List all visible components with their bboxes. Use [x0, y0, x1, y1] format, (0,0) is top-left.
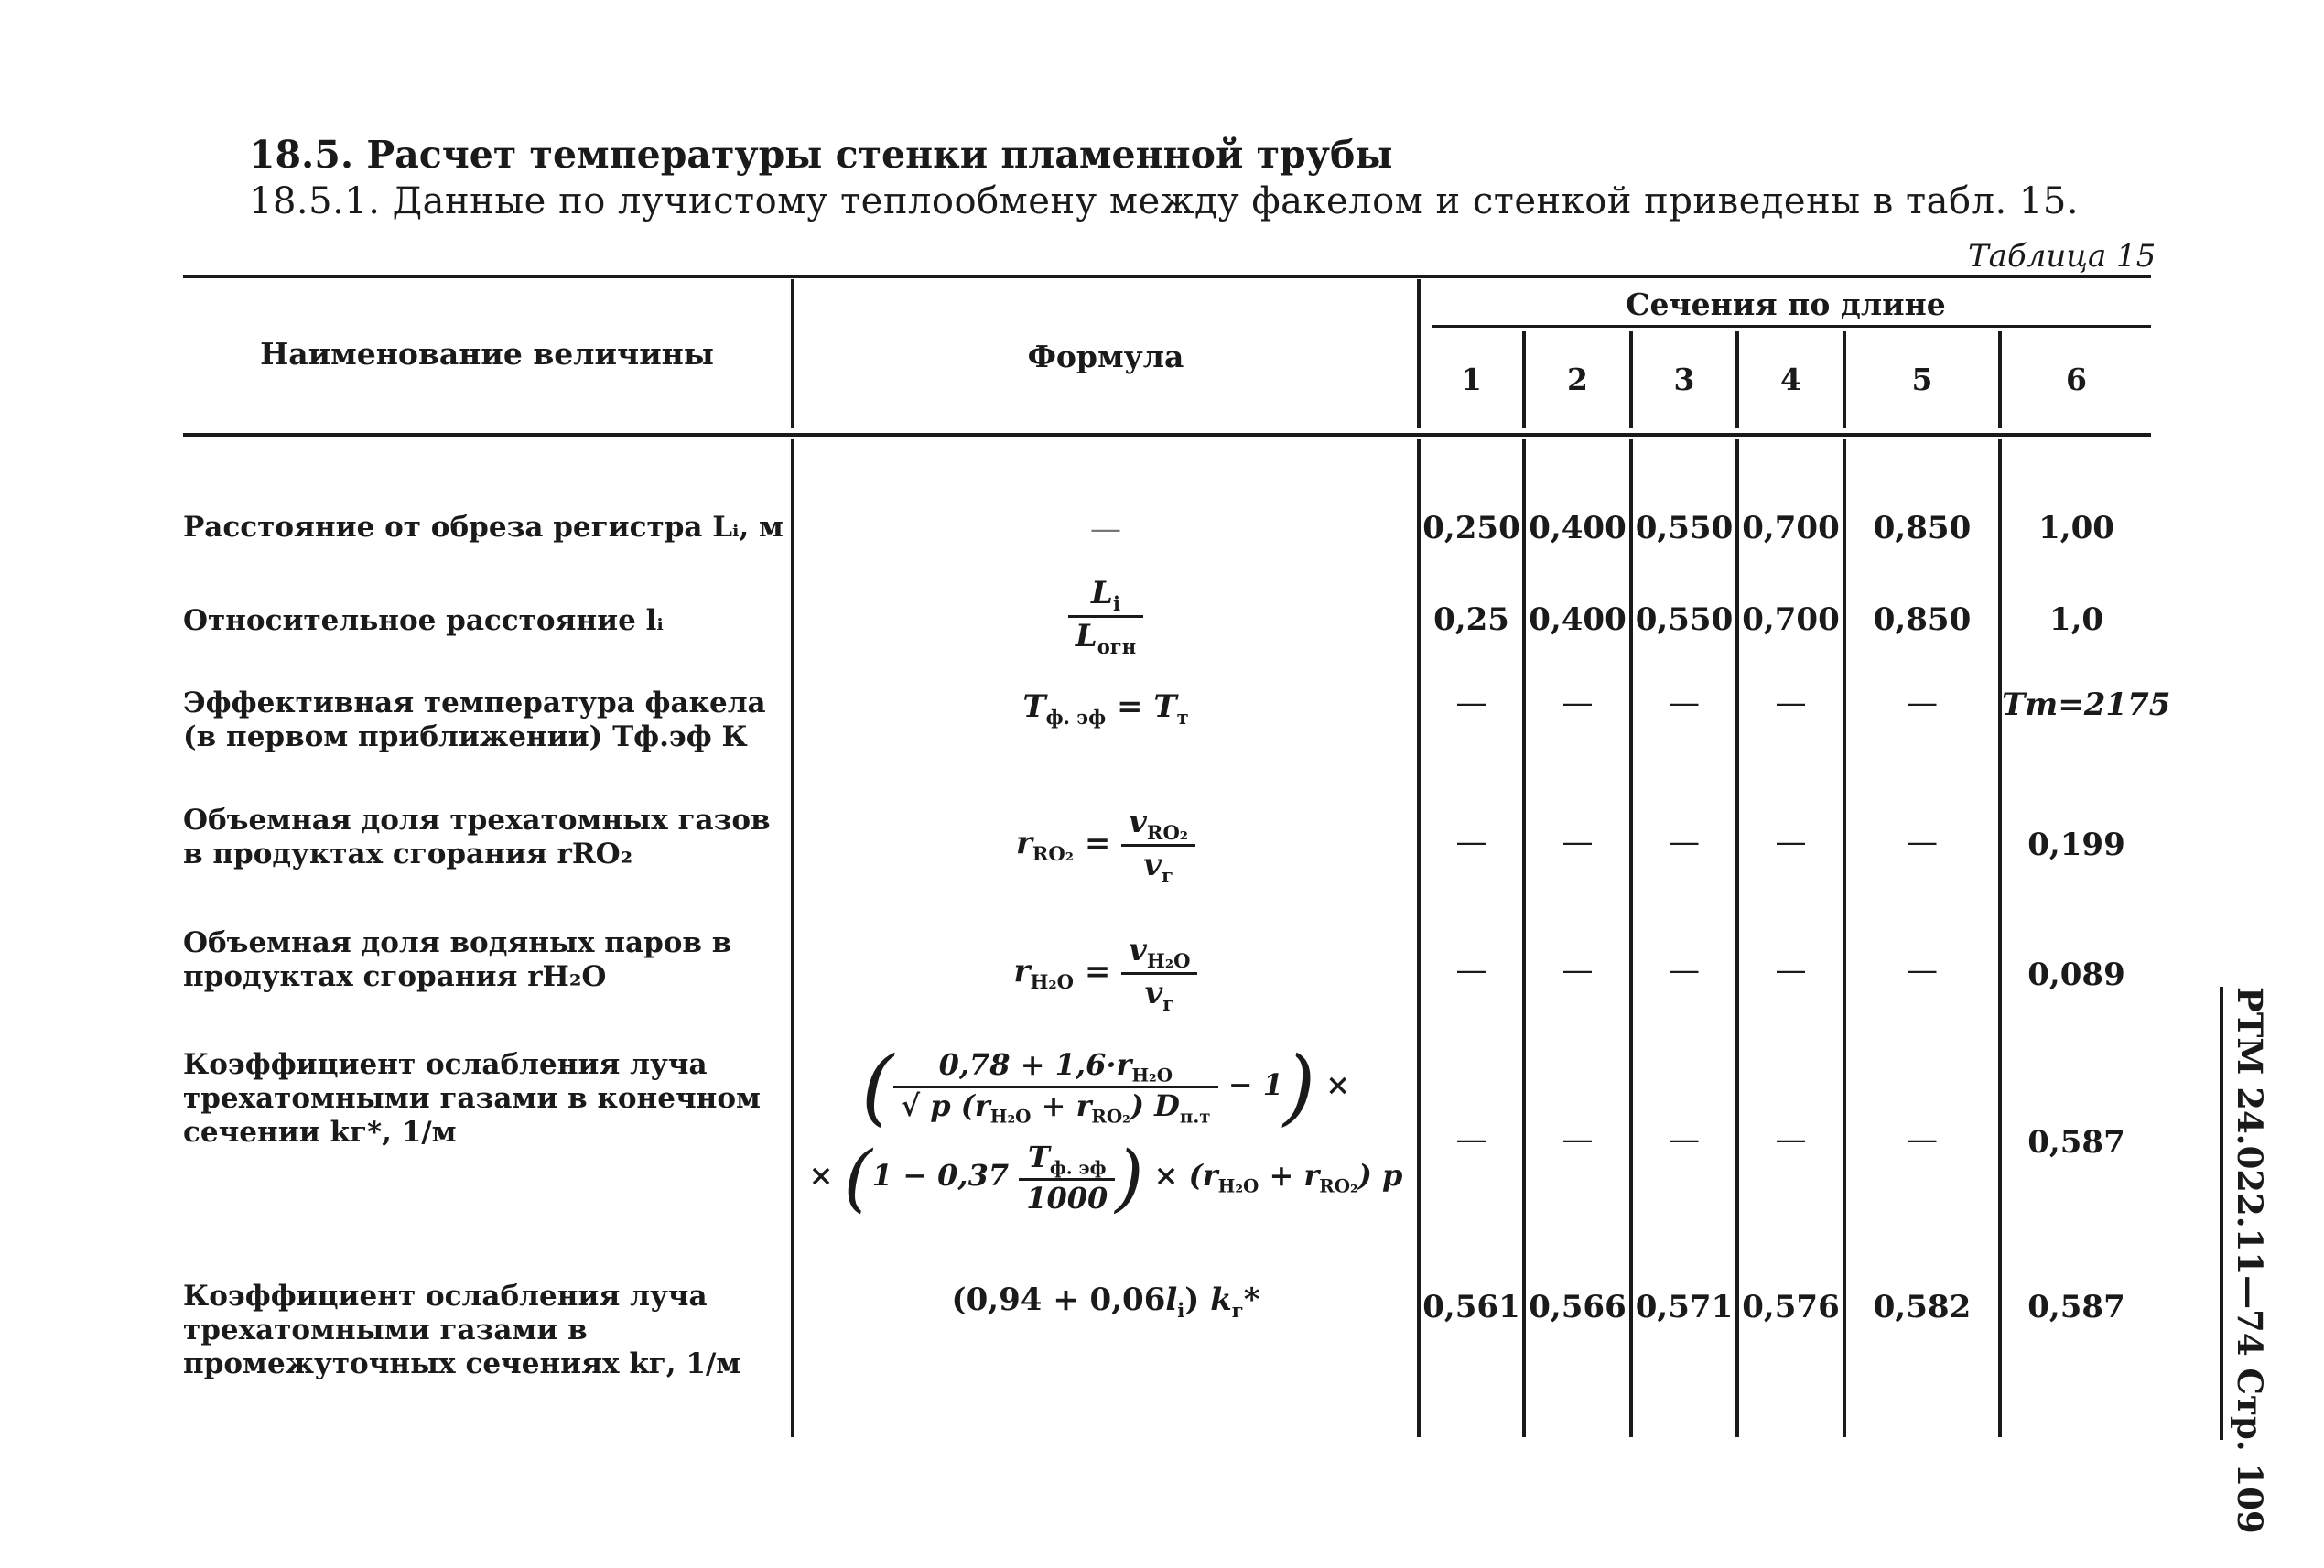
cell-r4-c1: —	[1455, 824, 1487, 860]
cell-r2-c2: 0,400	[1529, 601, 1627, 638]
row-formula-ro2-fraction: $r_{RO_2}$ = $\frac{v_{RO_2}}{v_г}$	[794, 804, 1417, 887]
cell-r7-c2: 0,566	[1529, 1289, 1627, 1325]
cell-r3-c4: —	[1775, 685, 1807, 721]
cell-r2-c1: 0,25	[1433, 601, 1509, 638]
cell-r6-c4: —	[1775, 1121, 1807, 1158]
cell-r3-c2: —	[1562, 685, 1594, 721]
section-number-1: 1	[1461, 362, 1482, 397]
cell-r5-c5: —	[1907, 952, 1938, 989]
cell-r2-c4: 0,700	[1742, 601, 1840, 638]
table-top-rule	[183, 275, 2151, 278]
cell-r2-c5: 0,850	[1873, 601, 1972, 638]
cell-r1-c4: 0,700	[1742, 510, 1840, 546]
section-number-3: 3	[1673, 362, 1695, 397]
section-number-4: 4	[1780, 362, 1801, 397]
row-formula-flame-temperature: $T_{ф. эф} = T_т$	[1022, 688, 1189, 729]
cell-r7-c5: 0,582	[1873, 1289, 1972, 1325]
cell-r4-c3: —	[1669, 824, 1700, 860]
cell-r2-c6: 1,0	[2048, 601, 2104, 638]
side-page-label: РТМ 24.022.11—74 Стр. 109	[2230, 987, 2270, 1534]
cell-r5-c3: —	[1669, 952, 1700, 989]
cell-r5-c2: —	[1562, 952, 1594, 989]
cell-r3-c1: —	[1455, 685, 1487, 721]
cell-r6-c1: —	[1455, 1121, 1487, 1158]
col-divider-3	[1735, 439, 1739, 1437]
cell-r1-c6: 1,00	[2038, 510, 2114, 546]
table-caption: Таблица 15	[1968, 238, 2156, 275]
row-name-ro2-fraction: Объемная доля трехатомных газов в продуктах сгорания rRO₂	[183, 804, 771, 871]
cell-r1-c5: 0,850	[1873, 510, 1972, 546]
cell-r1-c1: 0,250	[1422, 510, 1520, 546]
cell-r3-c6: Tт=2175	[2002, 687, 2171, 723]
row-name-h2o-fraction: Объемная доля водяных паров в продуктах сгорания rH₂O	[183, 926, 732, 993]
cell-r4-c5: —	[1907, 824, 1938, 860]
row-name-attenuation-intermediate: Коэффициент ослабления луча трехатомными газами в промежуточных сечениях kг, 1/м	[183, 1280, 741, 1380]
cell-r1-c3: 0,550	[1635, 510, 1734, 546]
col-divider-5	[1998, 439, 2002, 1437]
col-divider-2	[1629, 439, 1633, 1437]
row-name-attenuation-final: Коэффициент ослабления луча трехатомными газами в конечном сечении kг*, 1/м	[183, 1048, 761, 1149]
cell-r4-c6: 0,199	[2027, 827, 2125, 863]
cell-r5-c4: —	[1775, 952, 1807, 989]
cell-r7-c3: 0,571	[1635, 1289, 1734, 1325]
cell-r7-c4: 0,576	[1742, 1289, 1840, 1325]
header-formula: Формула	[1027, 339, 1184, 374]
header-bottom-rule	[183, 433, 2151, 437]
cell-r3-c3: —	[1669, 685, 1700, 721]
row-formula-h2o-fraction: $r_{H_2O}$ = $\frac{v_{H_2O}}{v_г}$	[794, 932, 1417, 1015]
cell-r6-c2: —	[1562, 1121, 1594, 1158]
row-name-relative-distance: Относительное расстояние lᵢ	[183, 604, 664, 637]
cell-r6-c5: —	[1907, 1121, 1938, 1158]
cell-r4-c4: —	[1775, 824, 1807, 860]
intro-paragraph: 18.5.1. Данные по лучистому теплообмену между факелом и стенкой приведены в табл. 15.	[249, 180, 2080, 222]
row-formula-distance: —	[1090, 511, 1121, 547]
section-heading: 18.5. Расчет температуры стенки пламенной трубы	[249, 133, 1393, 177]
section-number-6: 6	[2066, 362, 2087, 397]
header-name: Наименование величины	[260, 336, 714, 372]
row-formula-relative-distance: $\frac{L_i}{L_{огн}}$	[794, 575, 1417, 658]
cell-r4-c2: —	[1562, 824, 1594, 860]
cell-r6-c3: —	[1669, 1121, 1700, 1158]
cell-r3-c5: —	[1907, 685, 1938, 721]
row-name-distance: Расстояние от обреза регистра Lᵢ, м	[183, 511, 784, 544]
cell-r7-c6: 0,587	[2027, 1289, 2125, 1325]
side-label-rule	[2220, 987, 2223, 1440]
section-number-2: 2	[1567, 362, 1588, 397]
header-sections: Сечения по длине	[1626, 287, 1946, 322]
row-formula-attenuation-intermediate: $(0,94 + 0,06l_i)$ $k_г*$	[951, 1281, 1260, 1322]
cell-r2-c3: 0,550	[1635, 601, 1734, 638]
row-name-flame-temperature: Эффективная температура факела (в первом приближении) Tф.эф К	[183, 687, 766, 753]
cell-r7-c1: 0,561	[1422, 1289, 1520, 1325]
cell-r6-c6: 0,587	[2027, 1124, 2125, 1161]
row-formula-attenuation-final: ( $\frac{0,78 + 1,6\cdot r_{H_2O}}{√ p (r_{H_2O} + r_{RO_2}) D_{п.т}}$ − 1) × × (1 − 0,37 $\frac{T_{ф. эф}}{1000}$ ) × $(r_{H_2O} + r_{RO_2})$ p	[808, 1039, 1403, 1220]
col-divider-1	[1522, 439, 1526, 1437]
sections-subheader-rule	[1432, 325, 2151, 328]
cell-r5-c6: 0,089	[2027, 957, 2125, 993]
cell-r5-c1: —	[1455, 952, 1487, 989]
col-divider-4	[1843, 439, 1846, 1437]
section-number-5: 5	[1911, 362, 1933, 397]
col-divider-formula	[1417, 439, 1421, 1437]
cell-r1-c2: 0,400	[1529, 510, 1627, 546]
